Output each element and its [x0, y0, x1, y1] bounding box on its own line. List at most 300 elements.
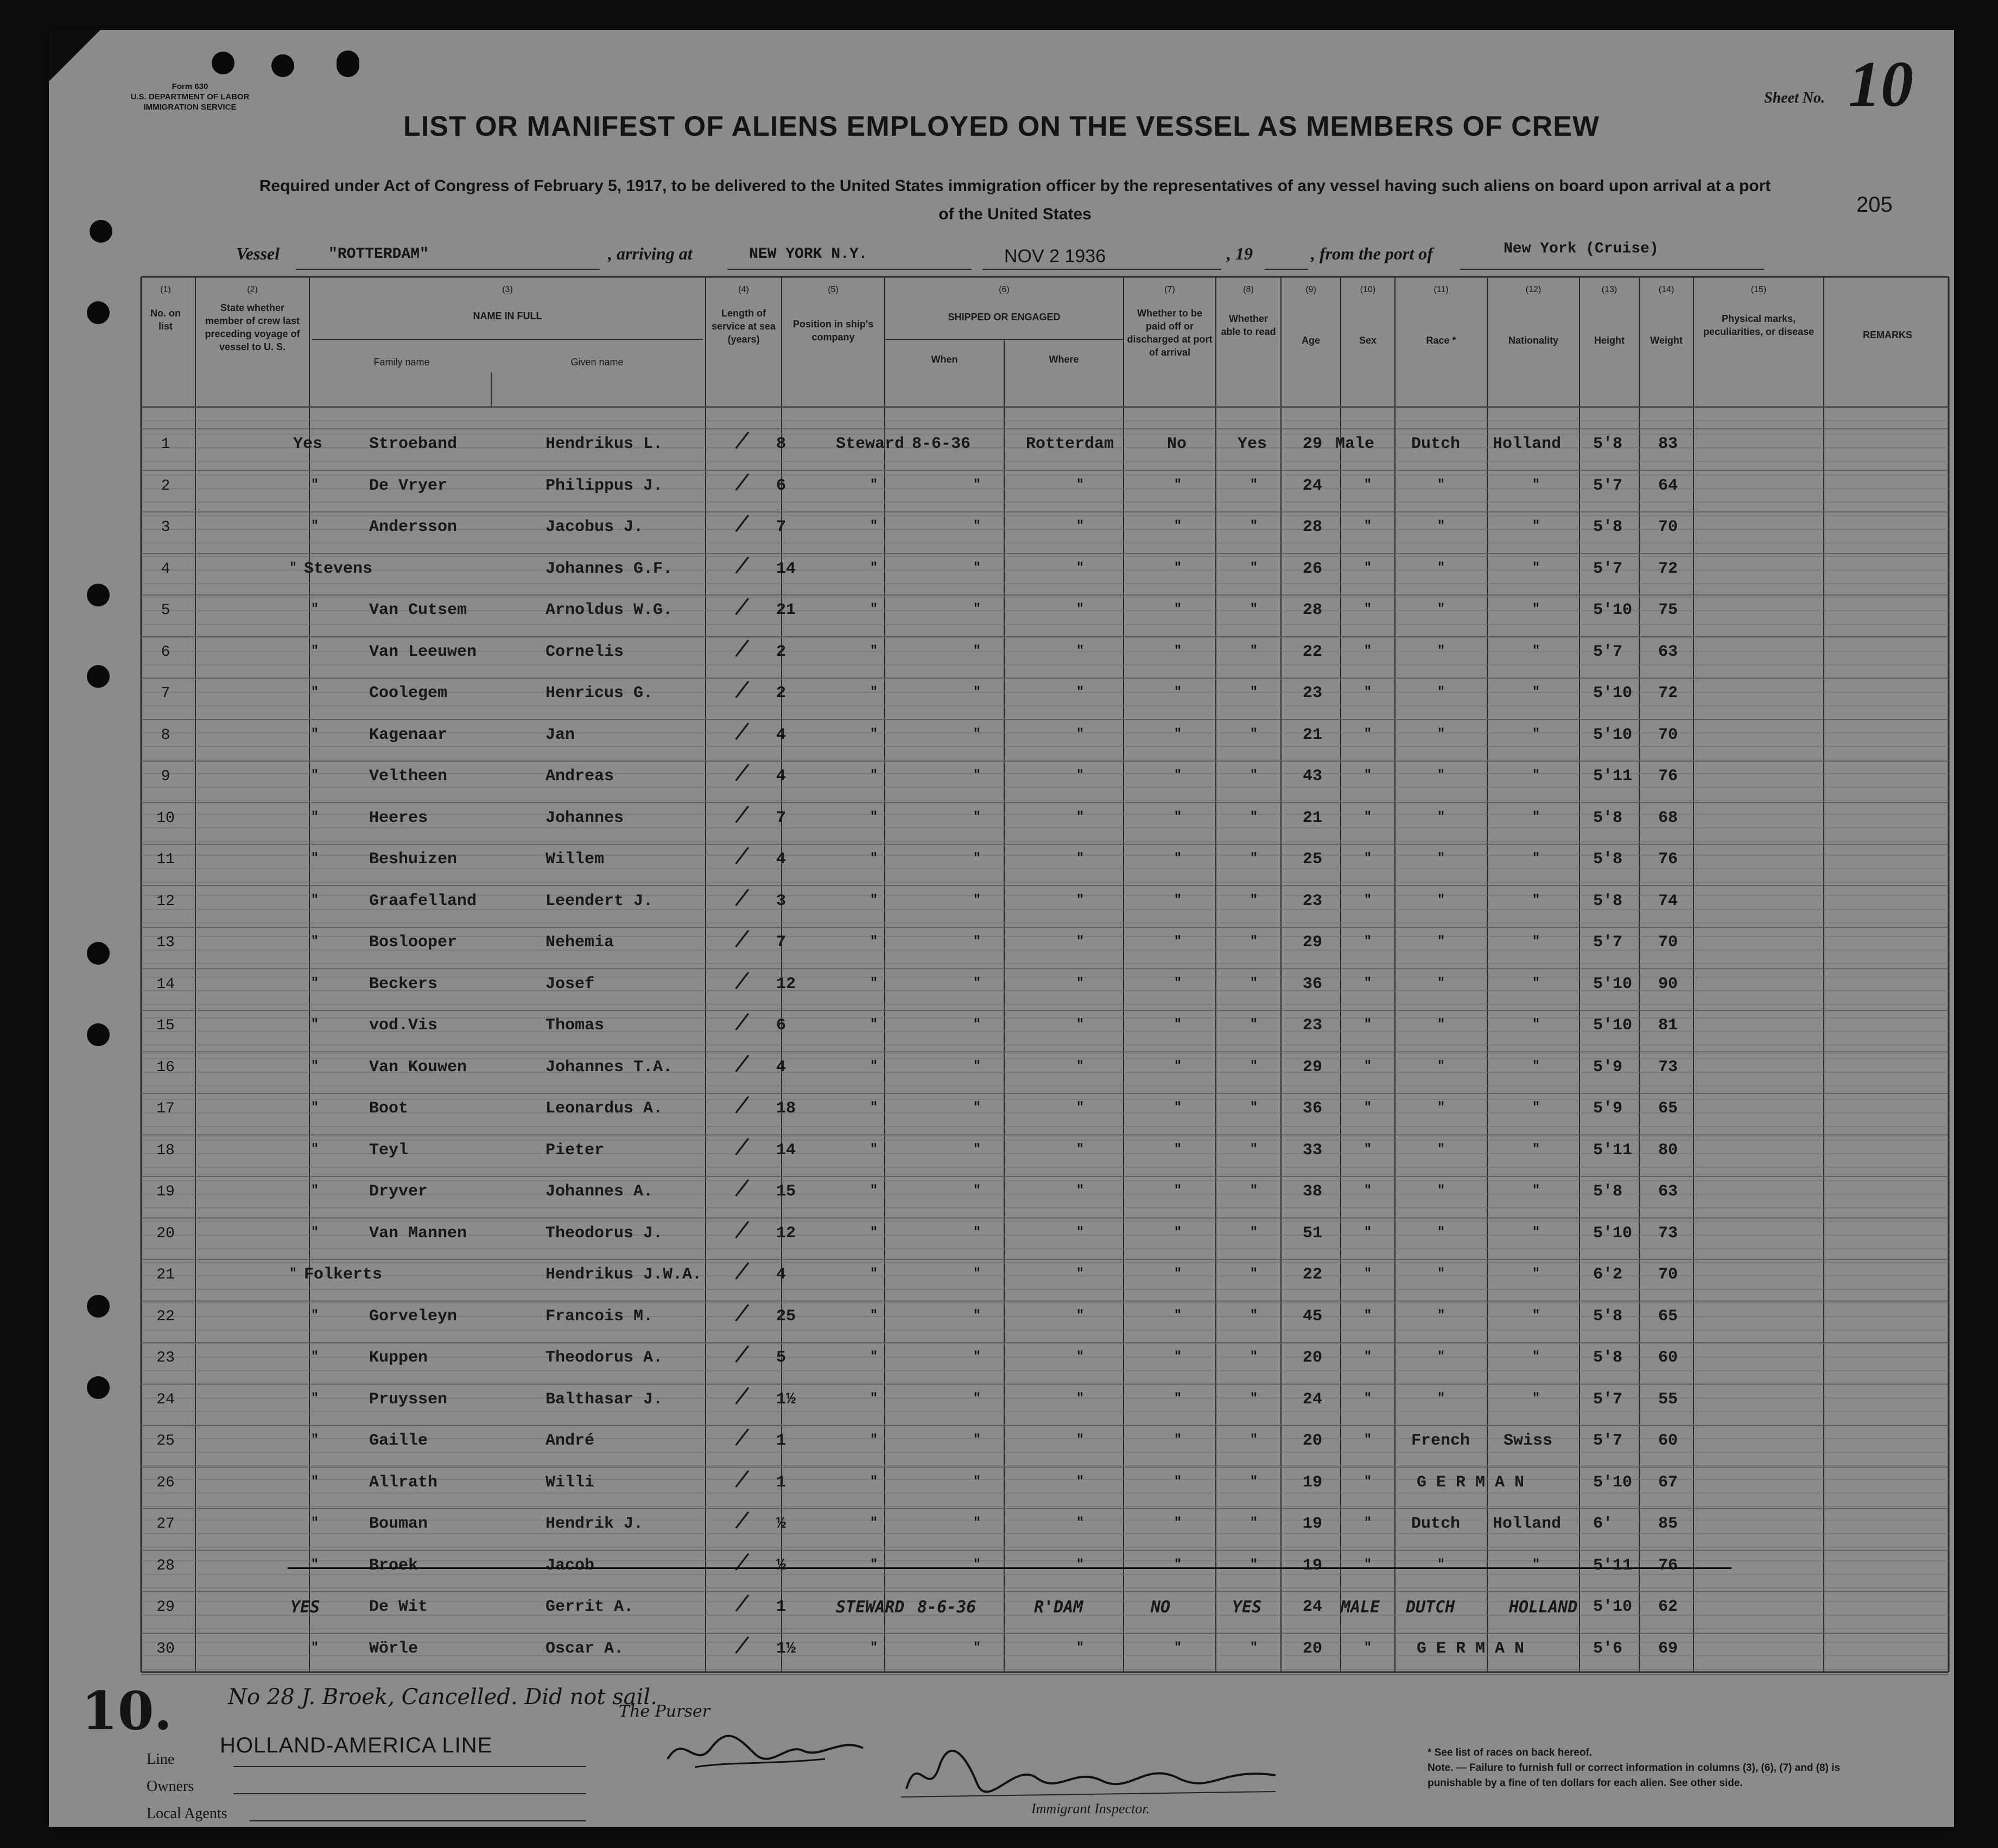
cell-prev-voyage: YES: [290, 1598, 320, 1617]
ditto-prev-voyage: ": [310, 976, 319, 991]
ditto-when: ": [973, 809, 981, 825]
cell-no: 11: [156, 851, 175, 868]
ditto-when: ": [973, 1267, 981, 1281]
cell-given: Pieter: [546, 1141, 605, 1160]
service-tick: /: [733, 1381, 751, 1410]
ditto-prev-voyage: ": [310, 685, 319, 700]
service-tick: /: [733, 1173, 751, 1202]
header-shipped: SHIPPED OR ENGAGED: [948, 312, 1061, 322]
header-name-in-full: NAME IN FULL: [473, 311, 542, 321]
ditto-when: ": [973, 1474, 981, 1489]
ditto-sex: ": [1363, 1516, 1372, 1530]
ditto-paid-off: ": [1174, 1433, 1182, 1447]
stamp-number: 205: [1856, 193, 1893, 217]
ditto-sex: ": [1363, 851, 1372, 866]
col-number: (2): [247, 285, 258, 294]
ditto-position: ": [870, 1557, 878, 1572]
ditto-when: ": [973, 1350, 981, 1364]
ditto-where: ": [1076, 685, 1084, 700]
cell-family: Kagenaar: [369, 725, 448, 744]
cell-given: Arnoldus W.G.: [546, 601, 673, 619]
cell-height: 5'11: [1593, 1141, 1633, 1160]
col-number: (6): [999, 285, 1010, 294]
cell-weight: 73: [1658, 1058, 1678, 1077]
cell-family: Beckers: [369, 974, 438, 993]
cell-weight: 76: [1658, 850, 1678, 869]
ditto-able-to-read: ": [1249, 1225, 1258, 1240]
cell-family: Gorveleyn: [369, 1307, 458, 1326]
cell-no: 13: [156, 934, 175, 951]
ditto-prev-voyage: ": [310, 1059, 319, 1074]
ditto-position: ": [870, 477, 878, 492]
manifest-sheet: [49, 30, 1954, 1827]
ditto-race: ": [1437, 1308, 1445, 1323]
cell-weight: 72: [1658, 559, 1678, 578]
ditto-sex: ": [1363, 1017, 1372, 1032]
cell-position: STEWARD: [836, 1598, 905, 1617]
ditto-when: ": [973, 1391, 981, 1406]
cell-weight: 83: [1658, 435, 1678, 453]
service-tick: /: [733, 592, 751, 621]
ditto-prev-voyage: ": [289, 1267, 297, 1281]
cell-age: 19: [1303, 1556, 1323, 1575]
cell-service: 18: [776, 1099, 796, 1118]
cell-height: 5'6: [1593, 1639, 1623, 1658]
cell-no: 1: [161, 436, 170, 453]
ditto-paid-off: ": [1174, 1516, 1182, 1530]
cell-sex: MALE: [1341, 1598, 1380, 1617]
ditto-paid-off: ": [1174, 768, 1182, 783]
cell-age: 21: [1303, 808, 1323, 827]
cell-age: 43: [1303, 767, 1323, 786]
ditto-where: ": [1076, 1100, 1084, 1115]
cell-height: 5'8: [1593, 1182, 1623, 1201]
ditto-when: ": [973, 1516, 981, 1530]
cell-given: Thomas: [546, 1016, 605, 1035]
ditto-able-to-read: ": [1249, 1308, 1258, 1323]
service-tick: /: [733, 1588, 751, 1617]
col-number: (8): [1243, 285, 1254, 294]
cell-service: 6: [776, 1016, 786, 1035]
cell-family: vod.Vis: [369, 1016, 438, 1035]
cell-no: 8: [161, 726, 170, 744]
line-stamp: HOLLAND-AMERICA LINE: [220, 1733, 493, 1757]
ditto-race: ": [1437, 1350, 1445, 1364]
cell-nationality: HOLLAND: [1509, 1598, 1578, 1617]
cell-height: 5'9: [1593, 1099, 1623, 1118]
ditto-position: ": [870, 976, 878, 991]
ditto-sex: ": [1363, 602, 1372, 617]
cell-service: 7: [776, 933, 786, 952]
cell-age: 33: [1303, 1141, 1323, 1160]
ditto-when: ": [973, 1017, 981, 1032]
cell-family: Van Kouwen: [369, 1058, 467, 1077]
cell-service: 21: [776, 601, 796, 619]
service-tick: /: [733, 1464, 751, 1493]
service-tick: /: [733, 675, 751, 704]
ditto-race: ": [1437, 976, 1445, 991]
cell-paid-off: NO: [1151, 1598, 1171, 1617]
cell-no: 14: [156, 976, 175, 993]
ditto-nationality: ": [1532, 643, 1540, 659]
cell-weight: 80: [1658, 1141, 1678, 1160]
cell-given: Johannes A.: [546, 1182, 654, 1201]
cell-when: 8-6-36: [912, 435, 971, 453]
cell-weight: 70: [1658, 725, 1678, 744]
cell-given: Nehemia: [546, 933, 614, 952]
cell-family: Andersson: [369, 518, 458, 536]
col-number: (9): [1305, 285, 1316, 294]
cell-age: 45: [1303, 1307, 1323, 1326]
cell-given: Johannes: [546, 808, 624, 827]
ditto-prev-voyage: ": [310, 1100, 319, 1115]
ditto-prev-voyage: ": [310, 1225, 319, 1240]
cell-able-to-read: Yes: [1238, 435, 1267, 453]
ditto-paid-off: ": [1174, 1350, 1182, 1364]
ditto-where: ": [1076, 1142, 1084, 1157]
ditto-paid-off: ": [1174, 519, 1182, 534]
ditto-when: ": [973, 1640, 981, 1655]
cell-given: Philippus J.: [546, 476, 663, 495]
cell-paid-off: No: [1167, 435, 1187, 453]
ditto-position: ": [870, 1433, 878, 1447]
ditto-paid-off: ": [1174, 809, 1182, 825]
cell-given: Hendrikus L.: [546, 435, 663, 453]
cell-age: 29: [1303, 933, 1323, 952]
ditto-able-to-read: ": [1249, 1557, 1258, 1572]
cell-height: 5'7: [1593, 1390, 1623, 1409]
service-tick: /: [733, 550, 751, 579]
cell-family: Allrath: [369, 1473, 438, 1492]
ditto-paid-off: ": [1174, 477, 1182, 492]
cell-height: 5'10: [1593, 725, 1633, 744]
service: IMMIGRATION SERVICE: [143, 103, 237, 112]
owners-label: Owners: [147, 1778, 194, 1795]
cell-weight: 81: [1658, 1016, 1678, 1035]
cell-race: French: [1411, 1432, 1470, 1450]
cell-family: Bouman: [369, 1515, 428, 1533]
cell-service: ½: [776, 1515, 786, 1533]
ditto-sex: ": [1363, 976, 1372, 991]
ditto-position: ": [870, 685, 878, 700]
department: U.S. DEPARTMENT OF LABOR: [130, 92, 250, 102]
ditto-prev-voyage: ": [310, 809, 319, 825]
cell-weight: 69: [1658, 1639, 1678, 1658]
cell-age: 38: [1303, 1182, 1323, 1201]
ditto-where: ": [1076, 477, 1084, 492]
cell-height: 5'7: [1593, 642, 1623, 661]
ditto-paid-off: ": [1174, 1017, 1182, 1032]
ditto-able-to-read: ": [1249, 934, 1258, 949]
col-number: (10): [1360, 285, 1376, 294]
cell-height: 5'8: [1593, 518, 1623, 536]
ditto-paid-off: ": [1174, 1184, 1182, 1198]
sheet-label: Sheet No.: [1764, 90, 1825, 106]
service-tick: /: [733, 1298, 751, 1327]
ditto-nationality: ": [1532, 851, 1540, 866]
service-tick: /: [733, 1505, 751, 1534]
cell-family: De Wit: [369, 1598, 428, 1616]
col-number: (7): [1164, 285, 1175, 294]
cell-no: 21: [156, 1267, 175, 1283]
ditto-paid-off: ": [1174, 934, 1182, 949]
cell-no: 24: [156, 1391, 175, 1408]
col-number: (4): [738, 285, 749, 294]
ditto-able-to-read: ": [1249, 726, 1258, 742]
service-tick: /: [733, 509, 751, 537]
service-tick: /: [733, 1131, 751, 1161]
ditto-paid-off: ": [1174, 1640, 1182, 1655]
ditto-where: ": [1076, 726, 1084, 742]
line-underline: [233, 1766, 586, 1767]
ditto-paid-off: ": [1174, 893, 1182, 908]
ditto-race: ": [1437, 934, 1445, 949]
ditto-position: ": [870, 1391, 878, 1406]
ditto-paid-off: ": [1174, 976, 1182, 991]
cell-age: 28: [1303, 518, 1323, 536]
ditto-where: ": [1076, 768, 1084, 783]
cell-age: 26: [1303, 559, 1323, 578]
cell-family: Coolegem: [369, 684, 448, 703]
header-given-name: Given name: [570, 357, 624, 368]
cell-service: 14: [776, 1141, 796, 1160]
subtitle-line-1: Required under Act of Congress of February 5, 1917, to be delivered to the United States immigration officer by the representatives of any vessel having such aliens on board upon arrival at a port: [259, 177, 1771, 195]
cell-weight: 74: [1658, 891, 1678, 910]
ditto-nationality: ": [1532, 602, 1540, 617]
ditto-prev-voyage: ": [310, 1308, 319, 1323]
ditto-able-to-read: ": [1249, 976, 1258, 991]
ditto-position: ": [870, 1225, 878, 1240]
ditto-nationality: ": [1532, 1308, 1540, 1323]
ditto-nationality: ": [1532, 477, 1540, 492]
ditto-race: ": [1437, 560, 1445, 575]
cell-weight: 63: [1658, 1182, 1678, 1201]
cell-service: 7: [776, 808, 786, 827]
cell-age: 20: [1303, 1639, 1323, 1658]
header-sex: Sex: [1359, 335, 1377, 346]
ditto-when: ": [973, 893, 981, 908]
ditto-where: ": [1076, 1308, 1084, 1323]
cell-family: Pruyssen: [369, 1390, 448, 1409]
cell-family: Boslooper: [369, 933, 458, 952]
cell-weight: 75: [1658, 601, 1678, 619]
ditto-nationality: ": [1532, 1267, 1540, 1281]
ditto-position: ": [870, 768, 878, 783]
ditto-prev-voyage: ": [310, 934, 319, 949]
cell-sex: Male: [1335, 435, 1375, 453]
cell-no: 26: [156, 1474, 175, 1491]
header-weight: Weight: [1650, 335, 1683, 346]
ditto-able-to-read: ": [1249, 1142, 1258, 1157]
header-where: Where: [1049, 354, 1079, 365]
cell-age: 36: [1303, 974, 1323, 993]
ditto-sex: ": [1363, 1474, 1372, 1489]
cell-given: Jacob: [546, 1556, 595, 1575]
vessel-name: "ROTTERDAM": [328, 246, 429, 263]
cell-weight: 65: [1658, 1099, 1678, 1118]
ditto-nationality: ": [1532, 1225, 1540, 1240]
ditto-when: ": [973, 643, 981, 659]
year-label: , 19: [1227, 244, 1253, 263]
cell-age: 23: [1303, 1016, 1323, 1035]
cell-no: 25: [156, 1433, 175, 1450]
header-physical-marks: Physical marks, peculiarities, or disease: [1703, 313, 1815, 337]
ditto-nationality: ": [1532, 1142, 1540, 1157]
ditto-prev-voyage: ": [310, 768, 319, 783]
ditto-able-to-read: ": [1249, 1391, 1258, 1406]
ditto-when: ": [973, 1059, 981, 1074]
ditto-nationality: ": [1532, 1184, 1540, 1198]
ditto-race: ": [1437, 602, 1445, 617]
cell-given: Theodorus A.: [546, 1349, 663, 1367]
cell-weight: 70: [1658, 933, 1678, 952]
ditto-where: ": [1076, 809, 1084, 825]
ditto-sex: ": [1363, 893, 1372, 908]
purser-signature-label: The Purser: [619, 1702, 710, 1721]
cell-family: Gaille: [369, 1432, 428, 1450]
ditto-sex: ": [1363, 1433, 1372, 1447]
cell-no: 27: [156, 1516, 175, 1533]
col-number: (11): [1434, 285, 1449, 294]
cell-height: 5'10: [1593, 1016, 1633, 1035]
cell-no: 4: [161, 560, 170, 578]
cell-service: 4: [776, 1058, 786, 1077]
ditto-sex: ": [1363, 1391, 1372, 1406]
ditto-where: ": [1076, 1267, 1084, 1281]
cell-given: Willem: [546, 850, 605, 869]
cell-service: 4: [776, 725, 786, 744]
ditto-able-to-read: ": [1249, 560, 1258, 575]
header-position: Position in ship's company: [792, 319, 874, 343]
ditto-prev-voyage: ": [310, 643, 319, 659]
ditto-race: ": [1437, 519, 1445, 534]
cell-age: 24: [1303, 1390, 1323, 1409]
ditto-when: ": [973, 1308, 981, 1323]
cell-weight: 73: [1658, 1224, 1678, 1243]
ditto-nationality: ": [1532, 1557, 1540, 1572]
header-remarks: REMARKS: [1862, 330, 1912, 340]
arrival-port: NEW YORK N.Y.: [749, 246, 868, 263]
ditto-able-to-read: ": [1249, 1100, 1258, 1115]
inspector-signature: [896, 1745, 1286, 1805]
ditto-race: ": [1437, 1059, 1445, 1074]
cell-height: 5'8: [1593, 1349, 1623, 1367]
cell-service: 12: [776, 1224, 796, 1243]
ditto-prev-voyage: ": [310, 477, 319, 492]
ditto-paid-off: ": [1174, 1474, 1182, 1489]
service-tick: /: [733, 1630, 751, 1659]
cell-weight: 72: [1658, 684, 1678, 703]
cell-no: 22: [156, 1308, 175, 1325]
arrival-date: NOV 2 1936: [1004, 246, 1106, 267]
ditto-position: ": [870, 1184, 878, 1198]
cell-no: 7: [161, 685, 170, 702]
cell-family: Dryver: [369, 1182, 428, 1201]
ditto-paid-off: ": [1174, 1557, 1182, 1572]
cell-no: 16: [156, 1059, 175, 1076]
ditto-when: ": [973, 851, 981, 866]
ditto-race: ": [1437, 1225, 1445, 1240]
service-tick: /: [733, 841, 751, 870]
ditto-able-to-read: ": [1249, 768, 1258, 783]
ditto-position: ": [870, 893, 878, 908]
ditto-sex: ": [1363, 643, 1372, 659]
cell-service: ½: [776, 1556, 786, 1575]
service-tick: /: [733, 716, 751, 745]
ditto-able-to-read: ": [1249, 685, 1258, 700]
service-tick: /: [733, 758, 751, 787]
ditto-position: ": [870, 560, 878, 575]
cell-given: Gerrit A.: [546, 1598, 634, 1616]
cell-service: 1½: [776, 1639, 796, 1658]
cell-age: 51: [1303, 1224, 1323, 1243]
cell-family: Van Leeuwen: [369, 642, 477, 661]
cell-height: 5'8: [1593, 850, 1623, 869]
cell-given: Oscar A.: [546, 1639, 624, 1658]
ditto-when: ": [973, 1225, 981, 1240]
cell-service: 4: [776, 1265, 786, 1284]
strike-through-line: [288, 1567, 1731, 1569]
cell-no: 3: [161, 519, 170, 536]
ditto-prev-voyage: ": [310, 1350, 319, 1364]
cell-height: 5'7: [1593, 933, 1623, 952]
ditto-race: ": [1437, 893, 1445, 908]
cell-given: Leendert J.: [546, 891, 654, 910]
ditto-sex: ": [1363, 1100, 1372, 1115]
ditto-when: ": [973, 685, 981, 700]
cell-height: 6': [1593, 1515, 1613, 1533]
ditto-prev-voyage: ": [310, 602, 319, 617]
sheet-number: 10: [1848, 48, 1913, 120]
ditto-sex: ": [1363, 1225, 1372, 1240]
header-when: When: [931, 354, 958, 365]
cell-weight: 64: [1658, 476, 1678, 495]
cell-no: 12: [156, 893, 175, 910]
ditto-where: ": [1076, 1391, 1084, 1406]
cell-given: Francois M.: [546, 1307, 654, 1326]
ditto-sex: ": [1363, 809, 1372, 825]
service-tick: /: [733, 924, 751, 953]
cell-given: Cornelis: [546, 642, 624, 661]
ditto-nationality: ": [1532, 1017, 1540, 1032]
departure-port: New York (Cruise): [1504, 241, 1659, 257]
cell-family: Stevens: [304, 559, 373, 578]
ditto-when: ": [973, 726, 981, 742]
ditto-sex: ": [1363, 1059, 1372, 1074]
cell-family: Beshuizen: [369, 850, 458, 869]
cell-given: Balthasar J.: [546, 1390, 663, 1409]
ditto-prev-voyage: ": [310, 1433, 319, 1447]
cell-weight: 90: [1658, 974, 1678, 993]
inspector-label: Immigrant Inspector.: [1031, 1801, 1150, 1817]
header-no-on-list: No. on list: [150, 308, 181, 332]
ditto-where: ": [1076, 602, 1084, 617]
cell-height: 5'11: [1593, 1556, 1633, 1575]
cell-no: 28: [156, 1557, 175, 1574]
cell-service: 7: [776, 518, 786, 536]
cell-weight: 60: [1658, 1432, 1678, 1450]
service-tick: /: [733, 882, 751, 912]
ditto-race: ": [1437, 1142, 1445, 1157]
service-tick: /: [733, 1547, 751, 1576]
footnote-races: * See list of races on back hereof.: [1428, 1747, 1593, 1758]
ditto-able-to-read: ": [1249, 1433, 1258, 1447]
cell-height: 5'10: [1593, 1473, 1633, 1492]
cell-no: 10: [156, 809, 175, 827]
ditto-sex: ": [1363, 1557, 1372, 1572]
ditto-where: ": [1076, 934, 1084, 949]
ditto-race: ": [1437, 768, 1445, 783]
